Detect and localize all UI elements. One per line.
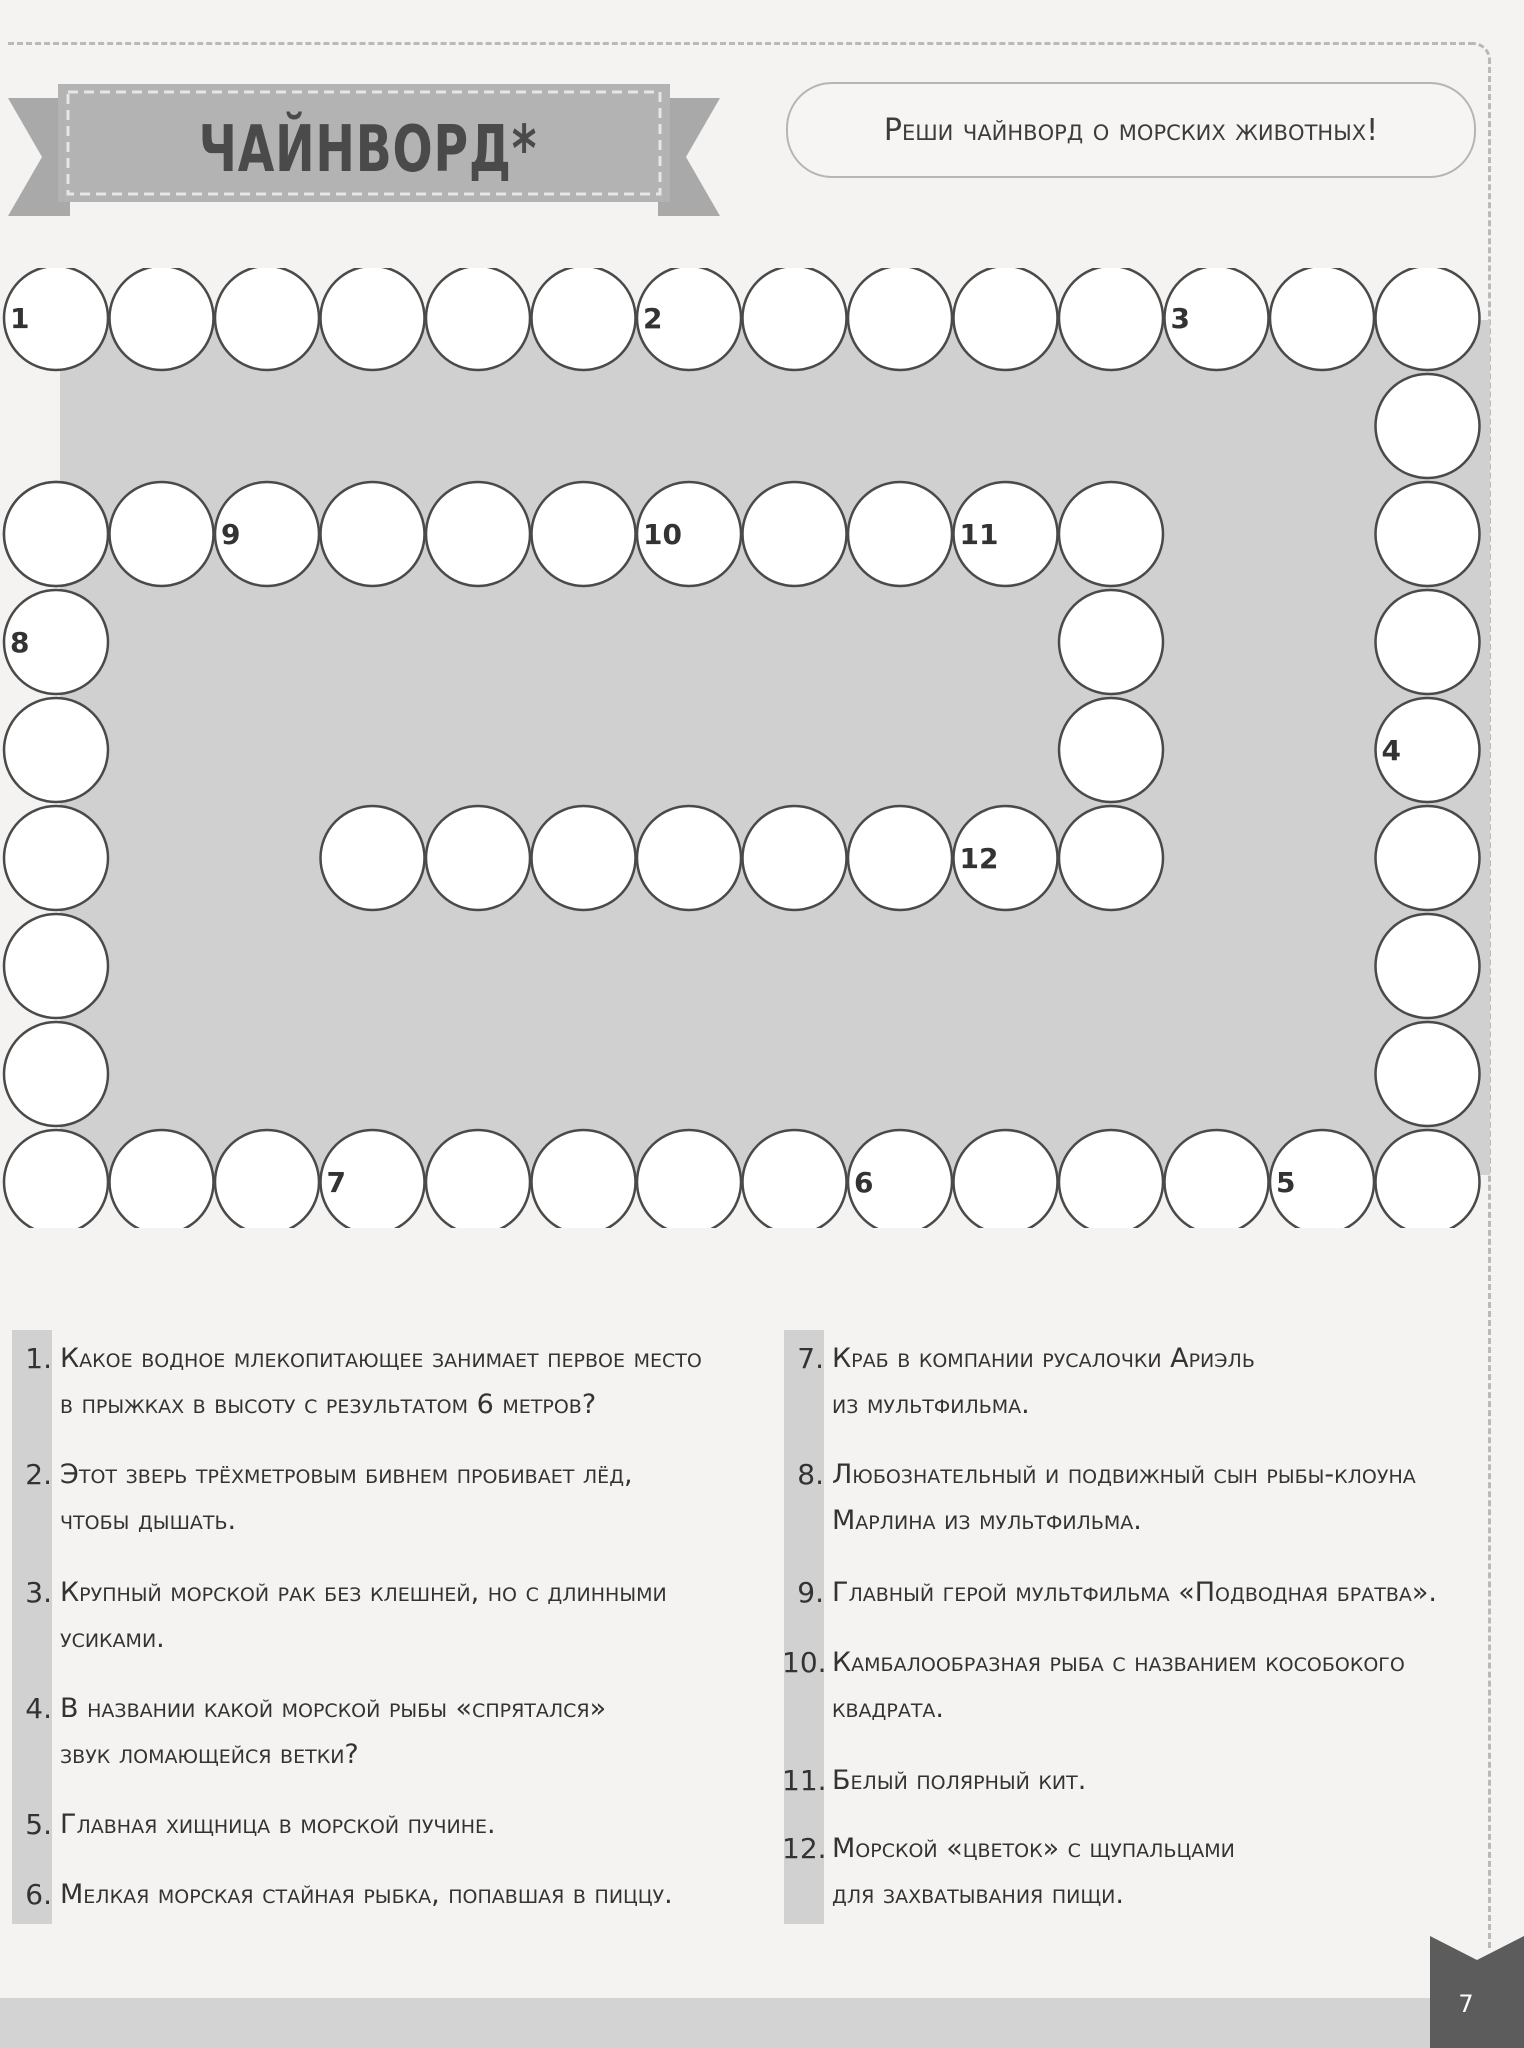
cell-number-4: 4	[1381, 734, 1401, 767]
footer-band	[0, 1998, 1524, 2048]
page-title: ЧАЙНВОРД*	[198, 113, 538, 187]
clue-text-line: квадрата.	[832, 1693, 945, 1724]
letter-cell[interactable]	[321, 482, 425, 586]
letter-cell[interactable]	[532, 806, 636, 910]
cell-number-9: 9	[221, 518, 241, 551]
cell-number-10: 10	[643, 518, 682, 551]
clue-text-line: В названии какой морской рыбы «спрятался»	[60, 1693, 607, 1724]
letter-cell[interactable]	[1059, 268, 1163, 370]
letter-cell[interactable]	[426, 1130, 530, 1228]
letter-cell[interactable]	[4, 914, 108, 1018]
clue-text-line: звук ломающейся ветки?	[60, 1739, 359, 1770]
letter-cell[interactable]	[637, 1130, 741, 1228]
clue-text-line: для захватывания пищи.	[832, 1879, 1124, 1910]
letter-cell[interactable]	[1165, 1130, 1269, 1228]
letter-cell[interactable]	[954, 268, 1058, 370]
clue-number: 12.	[782, 1832, 827, 1865]
letter-cell[interactable]	[1376, 482, 1480, 586]
clue-text-line: Краб в компании русалочки Ариэль	[832, 1343, 1255, 1374]
clue-text-line: Главная хищница в морской пучине.	[60, 1809, 496, 1840]
clue-number: 10.	[782, 1646, 827, 1679]
cell-number-7: 7	[326, 1166, 346, 1199]
letter-cell[interactable]	[110, 1130, 214, 1228]
clue-text-line: Этот зверь трёхметровым бивнем пробивает лёд,	[60, 1459, 633, 1490]
clue-number: 7.	[797, 1342, 824, 1375]
clue-number: 3.	[25, 1576, 52, 1609]
letter-cell[interactable]	[1059, 1130, 1163, 1228]
letter-cell[interactable]	[848, 482, 952, 586]
clue-number: 11.	[782, 1764, 827, 1797]
dashed-border-top	[8, 42, 1474, 45]
cell-number-8: 8	[10, 626, 30, 659]
letter-cell[interactable]	[4, 1130, 108, 1228]
clue-text-line: усиками.	[60, 1623, 165, 1654]
letter-cell[interactable]	[848, 268, 952, 370]
letter-cell[interactable]	[1376, 590, 1480, 694]
clue-text-line: Морской «цветок» с щупальцами	[832, 1833, 1235, 1864]
clue-number: 9.	[797, 1576, 824, 1609]
task-text: Реши чайнворд о морских животных!	[883, 112, 1379, 148]
letter-cell[interactable]	[1376, 914, 1480, 1018]
page-number: 7	[1458, 1990, 1474, 2018]
letter-cell[interactable]	[532, 482, 636, 586]
letter-cell[interactable]	[1059, 482, 1163, 586]
letter-cell[interactable]	[4, 806, 108, 910]
clue-number: 8.	[797, 1458, 824, 1491]
clue-text-line: Мелкая морская стайная рыбка, попавшая в пиццу.	[60, 1879, 673, 1910]
letter-cell[interactable]	[215, 268, 319, 370]
clue-text-line: Главный герой мультфильма «Подводная братва».	[832, 1577, 1437, 1608]
letter-cell[interactable]	[110, 482, 214, 586]
clue-number: 6.	[25, 1878, 52, 1911]
chainword-grid	[0, 268, 1524, 1228]
letter-cell[interactable]	[743, 482, 847, 586]
cell-number-6: 6	[854, 1166, 874, 1199]
letter-cell[interactable]	[1059, 590, 1163, 694]
clues-section	[0, 1318, 1524, 1938]
cell-number-12: 12	[959, 842, 999, 875]
clue-text-line: Белый полярный кит.	[832, 1765, 1087, 1796]
clue-text-line: Любознательный и подвижный сын рыбы-клоуна	[832, 1459, 1416, 1490]
task-instruction	[786, 82, 1476, 178]
clue-text-line: в прыжках в высоту с результатом 6 метров?	[60, 1389, 597, 1420]
letter-cell[interactable]	[1059, 698, 1163, 802]
cell-number-1: 1	[10, 302, 30, 335]
letter-cell[interactable]	[4, 1022, 108, 1126]
clue-number: 5.	[25, 1808, 52, 1841]
letter-cell[interactable]	[4, 698, 108, 802]
letter-cell[interactable]	[1270, 268, 1374, 370]
letter-cell[interactable]	[1376, 1130, 1480, 1228]
chainword-board	[0, 268, 1524, 1228]
letter-cell[interactable]	[743, 1130, 847, 1228]
letter-cell[interactable]	[426, 268, 530, 370]
title-ribbon	[8, 84, 720, 216]
letter-cell[interactable]	[321, 268, 425, 370]
letter-cell[interactable]	[215, 1130, 319, 1228]
cell-number-3: 3	[1170, 302, 1190, 335]
letter-cell[interactable]	[1376, 1022, 1480, 1126]
clue-text-line: чтобы дышать.	[60, 1505, 237, 1536]
clue-number: 2.	[25, 1458, 52, 1491]
cell-number-5: 5	[1276, 1166, 1296, 1199]
clue-text-line: Какое водное млекопитающее занимает первое место	[60, 1343, 702, 1374]
board-background	[60, 320, 1490, 1175]
cell-number-2: 2	[643, 302, 663, 335]
clue-number: 1.	[25, 1342, 52, 1375]
letter-cell[interactable]	[532, 268, 636, 370]
clue-text-line: Камбалообразная рыба с названием кособокого	[832, 1647, 1405, 1678]
letter-cell[interactable]	[1376, 268, 1480, 370]
letter-cell[interactable]	[848, 806, 952, 910]
letter-cell[interactable]	[426, 482, 530, 586]
letter-cell[interactable]	[1376, 806, 1480, 910]
letter-cell[interactable]	[743, 806, 847, 910]
letter-cell[interactable]	[532, 1130, 636, 1228]
letter-cell[interactable]	[321, 806, 425, 910]
letter-cell[interactable]	[110, 268, 214, 370]
letter-cell[interactable]	[1059, 806, 1163, 910]
letter-cell[interactable]	[4, 482, 108, 586]
clue-text-line: из мультфильма.	[832, 1389, 1030, 1420]
letter-cell[interactable]	[426, 806, 530, 910]
clue-text-line: Марлина из мультфильма.	[832, 1505, 1142, 1536]
clue-number: 4.	[25, 1692, 52, 1725]
letter-cell[interactable]	[637, 806, 741, 910]
letter-cell[interactable]	[1376, 374, 1480, 478]
letter-cell[interactable]	[743, 268, 847, 370]
cell-number-11: 11	[959, 518, 999, 551]
letter-cell[interactable]	[954, 1130, 1058, 1228]
clue-text-line: Крупный морской рак без клешней, но с длинными	[60, 1577, 667, 1608]
